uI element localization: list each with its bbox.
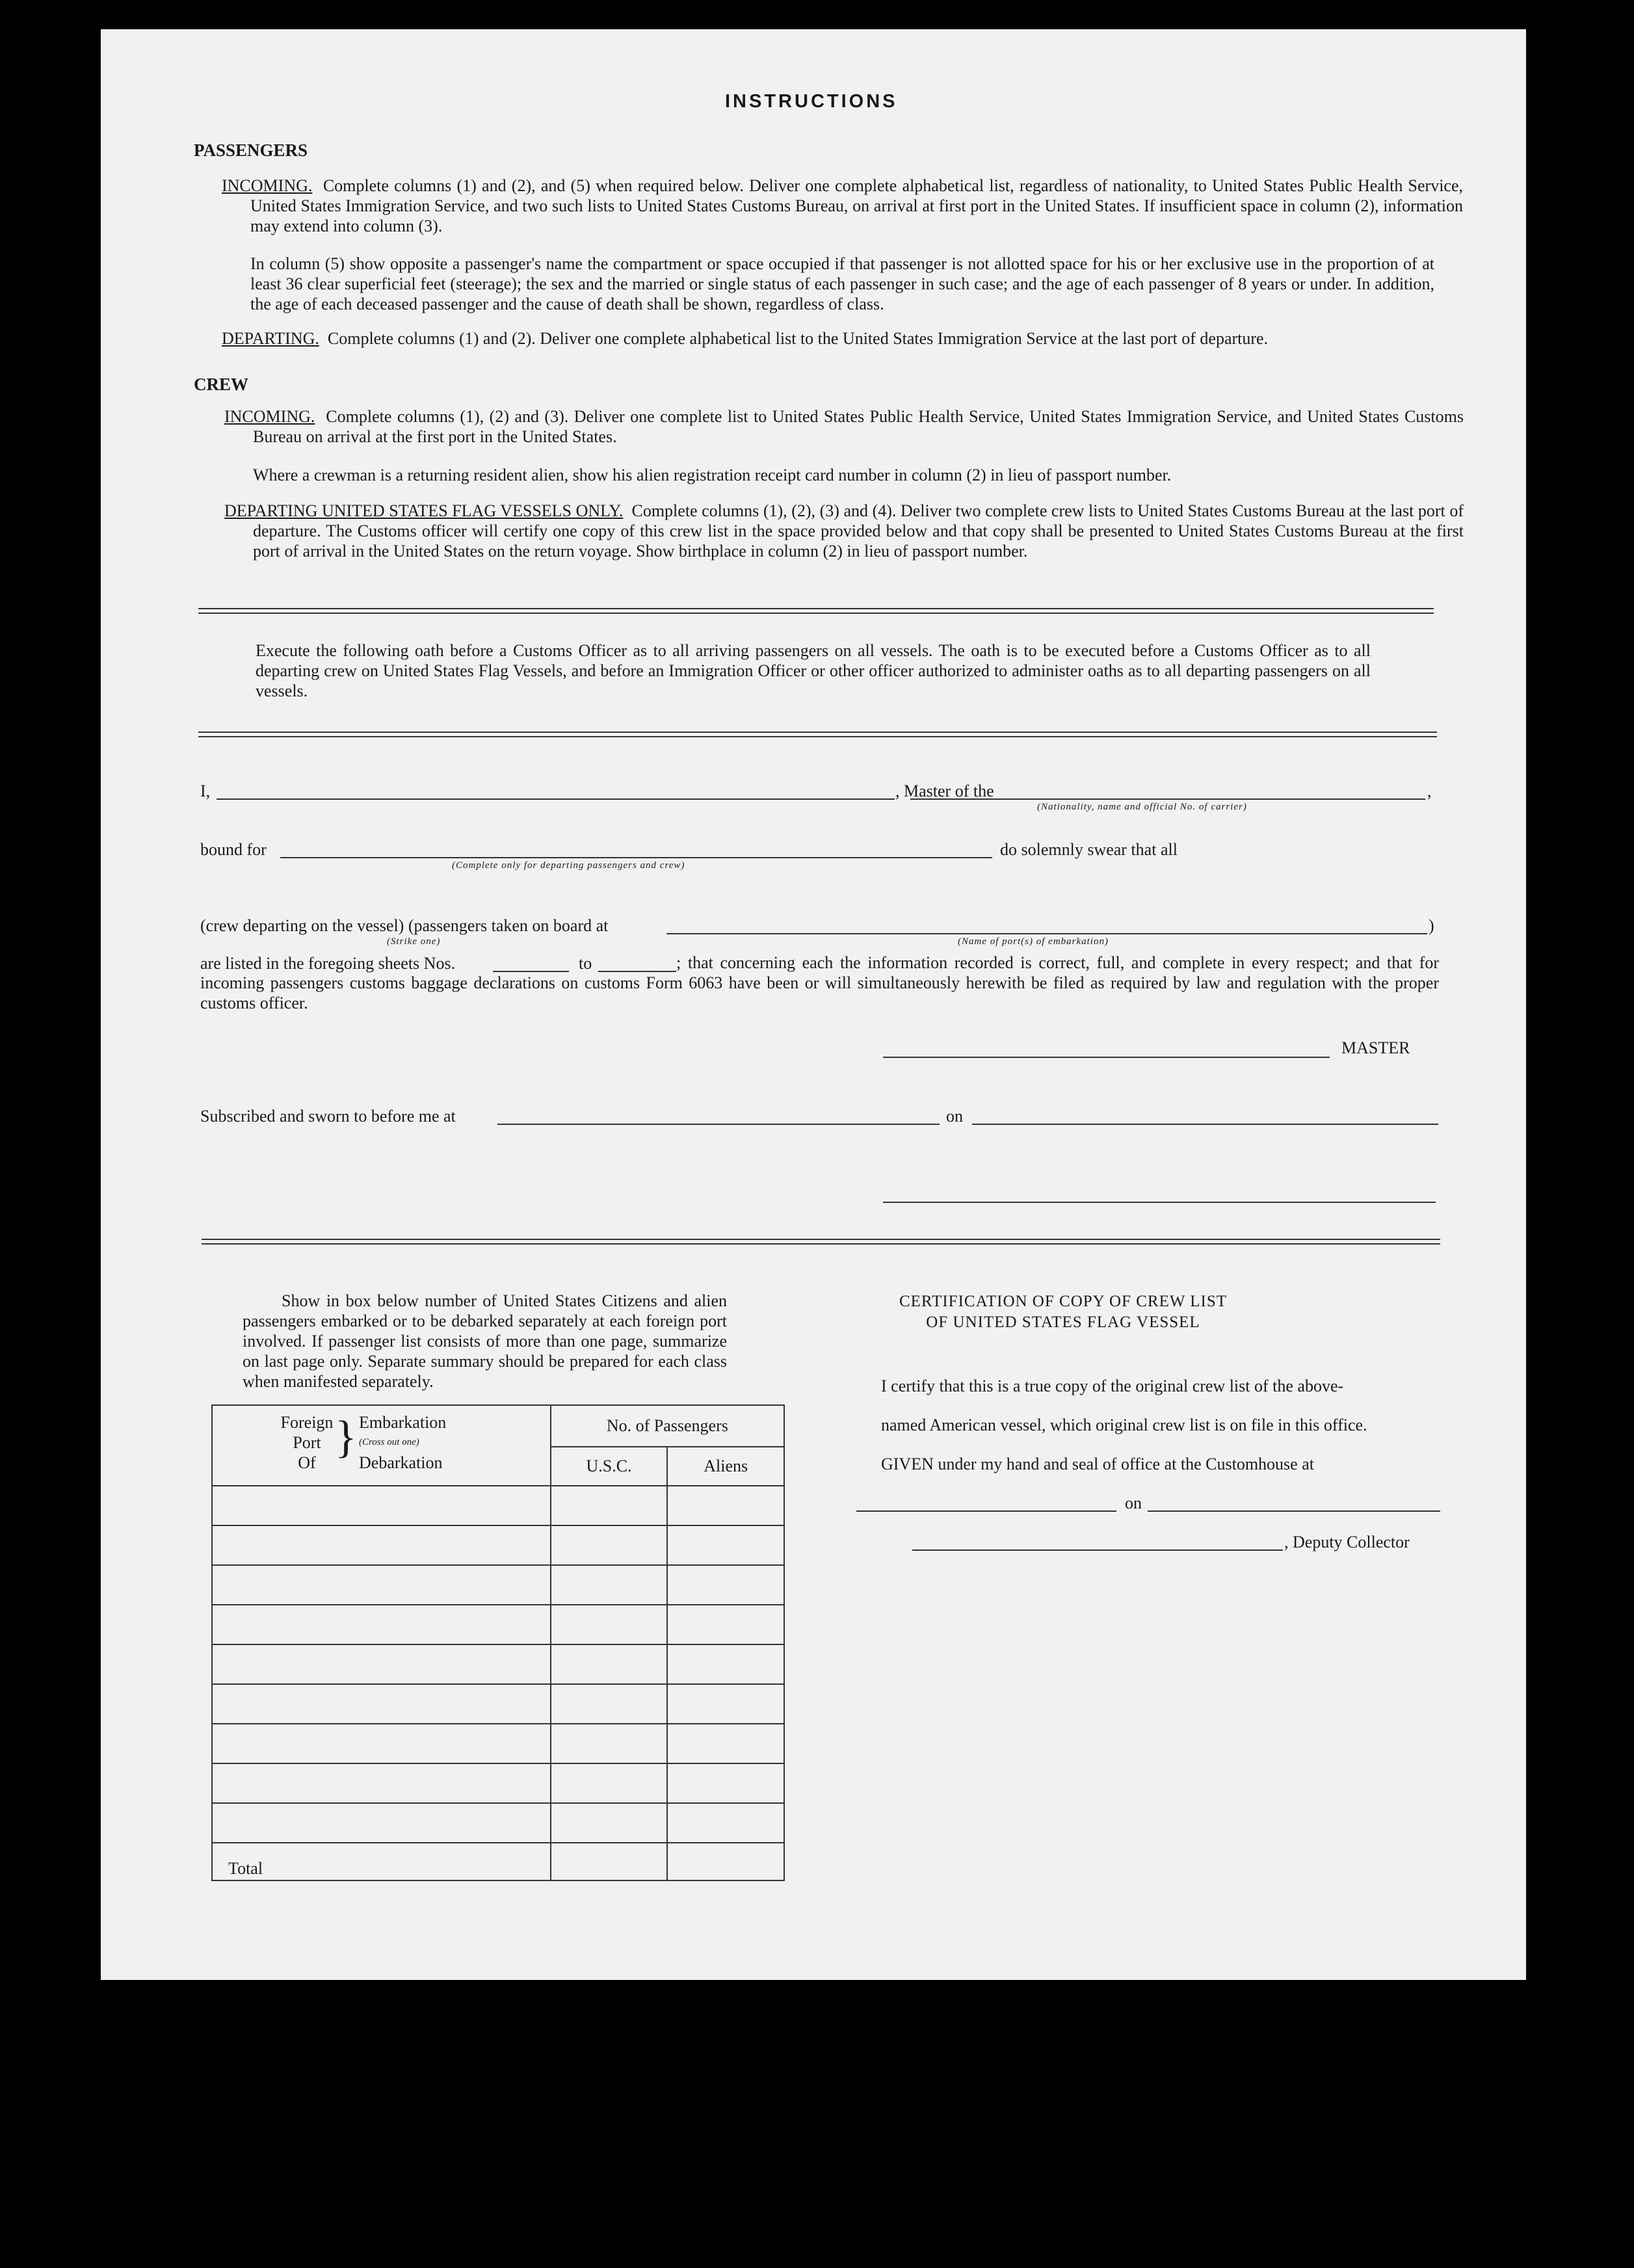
deputy-collector-label: , Deputy Collector xyxy=(1284,1533,1410,1551)
port-cell[interactable] xyxy=(212,1525,551,1565)
deputy-signature-field[interactable] xyxy=(912,1549,1283,1551)
total-row xyxy=(212,1843,784,1880)
debarkation-label: Debarkation xyxy=(359,1453,443,1472)
given-text: GIVEN under my hand and seal of office at the Customhouse at xyxy=(881,1455,1314,1473)
master-signature-field[interactable] xyxy=(883,1057,1330,1058)
port-cell[interactable] xyxy=(212,1803,551,1843)
table-row xyxy=(212,1605,784,1644)
port-cell[interactable] xyxy=(212,1644,551,1684)
customhouse-field[interactable] xyxy=(856,1510,1116,1512)
bound-for-label: bound for xyxy=(200,840,267,859)
table-row xyxy=(212,1644,784,1684)
aliens-cell[interactable] xyxy=(667,1605,784,1644)
oath-i-label: I, xyxy=(200,782,211,800)
carrier-comma: , xyxy=(1427,782,1432,800)
total-label: Total xyxy=(212,1843,551,1880)
close-paren: ) xyxy=(1429,916,1434,935)
port-hint: (Name of port(s) of embarkation) xyxy=(958,936,1109,947)
of-label: Of xyxy=(298,1453,316,1472)
table-row xyxy=(212,1803,784,1843)
aliens-cell[interactable] xyxy=(667,1724,784,1763)
passengers-column5-paragraph: In column (5) show opposite a passenger's name the compartment or space occupied if that passenger is not allotted space for his or her exclusive use in the proportion of at least 36 clear superficial feet (steerage); the sex and the married or single status of each passenger in such case; and the age of each passenger of 8 years or under. In addition, the age of each deceased passenger and the cause of death shall be shown, regardless of class. xyxy=(250,254,1434,313)
table-row xyxy=(212,1724,784,1763)
subscribed-label: Subscribed and sworn to before me at xyxy=(200,1107,456,1126)
master-of-label: , Master of the xyxy=(895,782,994,800)
listed-prefix: are listed in the foregoing sheets Nos. xyxy=(200,954,456,973)
strike-one-hint: (Strike one) xyxy=(387,936,441,947)
table-row xyxy=(212,1525,784,1565)
aliens-header: Aliens xyxy=(667,1447,784,1486)
crew-departing-text: Complete columns (1), (2), (3) and (4). Deliver two complete crew lists to United States Customs Bureau at the last port of departure. The Customs officer will certify one copy of this crew list in the space provided below and that copy shall be presented to United States Customs Bureau at the first port of arrival in the United States on the return voyage. Show birthplace in column (2) in lieu of passport number. xyxy=(253,501,1464,560)
page-title: INSTRUCTIONS xyxy=(725,91,898,112)
aliens-cell[interactable] xyxy=(667,1803,784,1843)
certify-line1: I certify that this is a true copy of the original crew list of the above- xyxy=(881,1377,1344,1395)
carrier-field[interactable] xyxy=(910,798,1425,800)
passengers-departing-paragraph xyxy=(222,328,1434,349)
bound-for-field[interactable] xyxy=(280,857,992,858)
passengers-incoming-paragraph xyxy=(222,176,1463,236)
master-name-field[interactable] xyxy=(217,798,895,800)
foreign-port-header: Foreign Port Of } Embarkation (Cross out one) Debarkation xyxy=(212,1405,551,1486)
usc-cell[interactable] xyxy=(551,1565,668,1605)
passengers-incoming-label: INCOMING. xyxy=(222,176,313,195)
crew-departing-label: DEPARTING UNITED STATES FLAG VESSELS ONLY. xyxy=(224,501,624,520)
crew-departing-text: (crew departing on the vessel) (passengers taken on board at xyxy=(200,916,609,935)
table-row xyxy=(212,1486,784,1525)
crew-heading: CREW xyxy=(194,375,249,394)
master-label: MASTER xyxy=(1341,1038,1410,1057)
aliens-total-cell[interactable] xyxy=(667,1843,784,1880)
crew-incoming-text: Complete columns (1), (2) and (3). Deliver one complete list to United States Public Health Service, United States Immigration Service, and United States Customs Bureau on arrival at the first port in the United States. xyxy=(253,407,1464,446)
certification-on-label: on xyxy=(1125,1494,1142,1512)
listed-to-label: to xyxy=(579,954,592,973)
swear-text: do solemnly swear that all xyxy=(1000,840,1178,859)
section-divider xyxy=(198,608,1434,614)
port-cell[interactable] xyxy=(212,1605,551,1644)
listed-suffix xyxy=(200,953,1439,1013)
certification-title-line1: CERTIFICATION OF COPY OF CREW LIST xyxy=(899,1293,1228,1310)
passengers-heading: PASSENGERS xyxy=(194,140,308,160)
crew-incoming-paragraph xyxy=(224,406,1464,447)
embarkation-port-field[interactable] xyxy=(666,933,1427,934)
section-divider xyxy=(202,1239,1440,1245)
port-cell[interactable] xyxy=(212,1763,551,1803)
no-passengers-header: No. of Passengers xyxy=(551,1405,784,1447)
aliens-cell[interactable] xyxy=(667,1763,784,1803)
summary-instruction: Show in box below number of United States Citizens and alien passengers embarked or to be debarked separately at each foreign port involved. If passenger list consists of more than one page, summarize on last page only. Separate summary should be prepared for each class when manifested separately. xyxy=(243,1291,727,1391)
usc-cell[interactable] xyxy=(551,1684,668,1724)
table-row xyxy=(212,1763,784,1803)
aliens-cell[interactable] xyxy=(667,1486,784,1525)
embarkation-label: Embarkation xyxy=(359,1413,447,1432)
cross-out-hint: (Cross out one) xyxy=(359,1437,419,1447)
usc-cell[interactable] xyxy=(551,1486,668,1525)
listed-suffix-text: ; that concerning each the information recorded is correct, full, and complete in every respect; and that for incoming passengers customs baggage declarations on customs Form 6063 have been or will simultaneously herewith be filed as required by law and regulation with the proper customs officer. xyxy=(200,953,1439,1012)
passengers-incoming-text: Complete columns (1) and (2), and (5) when required below. Deliver one complete alphabetical list, regardless of nationality, to United States Public Health Service, United States Immigration Service, and two such lists to United States Customs Bureau, on arrival at first port in the United States. If insufficient space in column (2), information may extend into column (3). xyxy=(250,176,1464,235)
oath-instruction: Execute the following oath before a Customs Officer as to all arriving passengers on all vessels. The oath is to be executed before a Customs Officer as to all departing crew on United States Flag Vessels, and before an Immigration Officer or other officer authorized to administer oaths as to all departing passengers on all vessels. xyxy=(256,641,1371,700)
port-label: Port xyxy=(293,1433,321,1452)
subscribed-place-field[interactable] xyxy=(497,1124,940,1125)
passenger-summary-table xyxy=(211,1404,785,1881)
table-row xyxy=(212,1684,784,1724)
aliens-cell[interactable] xyxy=(667,1644,784,1684)
port-cell[interactable] xyxy=(212,1684,551,1724)
usc-cell[interactable] xyxy=(551,1803,668,1843)
crew-departing-paragraph xyxy=(224,501,1464,561)
crew-incoming-label: INCOMING. xyxy=(224,407,315,426)
usc-cell[interactable] xyxy=(551,1605,668,1644)
section-divider xyxy=(198,732,1437,737)
form-page xyxy=(101,29,1526,1980)
usc-cell[interactable] xyxy=(551,1644,668,1684)
port-cell[interactable] xyxy=(212,1724,551,1763)
aliens-cell[interactable] xyxy=(667,1525,784,1565)
foreign-label: Foreign xyxy=(280,1413,334,1432)
usc-cell[interactable] xyxy=(551,1724,668,1763)
subscribed-on-label: on xyxy=(946,1107,963,1126)
aliens-cell[interactable] xyxy=(667,1565,784,1605)
port-cell[interactable] xyxy=(212,1486,551,1525)
table-row xyxy=(212,1565,784,1605)
certification-date-field[interactable] xyxy=(1148,1510,1440,1512)
nationality-hint: (Nationality, name and official No. of carrier) xyxy=(1037,802,1247,812)
passengers-departing-label: DEPARTING. xyxy=(222,329,319,348)
officer-signature-field[interactable] xyxy=(883,1202,1436,1203)
usc-cell[interactable] xyxy=(551,1763,668,1803)
crew-resident-paragraph: Where a crewman is a returning resident alien, show his alien registration receipt card number in column (2) in lieu of passport number. xyxy=(253,466,1172,484)
aliens-cell[interactable] xyxy=(667,1684,784,1724)
bound-for-hint: (Complete only for departing passengers and crew) xyxy=(452,860,685,871)
certify-line2: named American vessel, which original crew list is on file in this office. xyxy=(881,1416,1367,1434)
subscribed-date-field[interactable] xyxy=(972,1124,1438,1125)
passengers-departing-text: Complete columns (1) and (2). Deliver one complete alphabetical list to the United States Immigration Service at the last port of departure. xyxy=(327,329,1269,348)
usc-cell[interactable] xyxy=(551,1525,668,1565)
usc-total-cell[interactable] xyxy=(551,1843,668,1880)
usc-header: U.S.C. xyxy=(551,1447,668,1486)
certification-title-line2: OF UNITED STATES FLAG VESSEL xyxy=(926,1313,1200,1331)
port-cell[interactable] xyxy=(212,1565,551,1605)
